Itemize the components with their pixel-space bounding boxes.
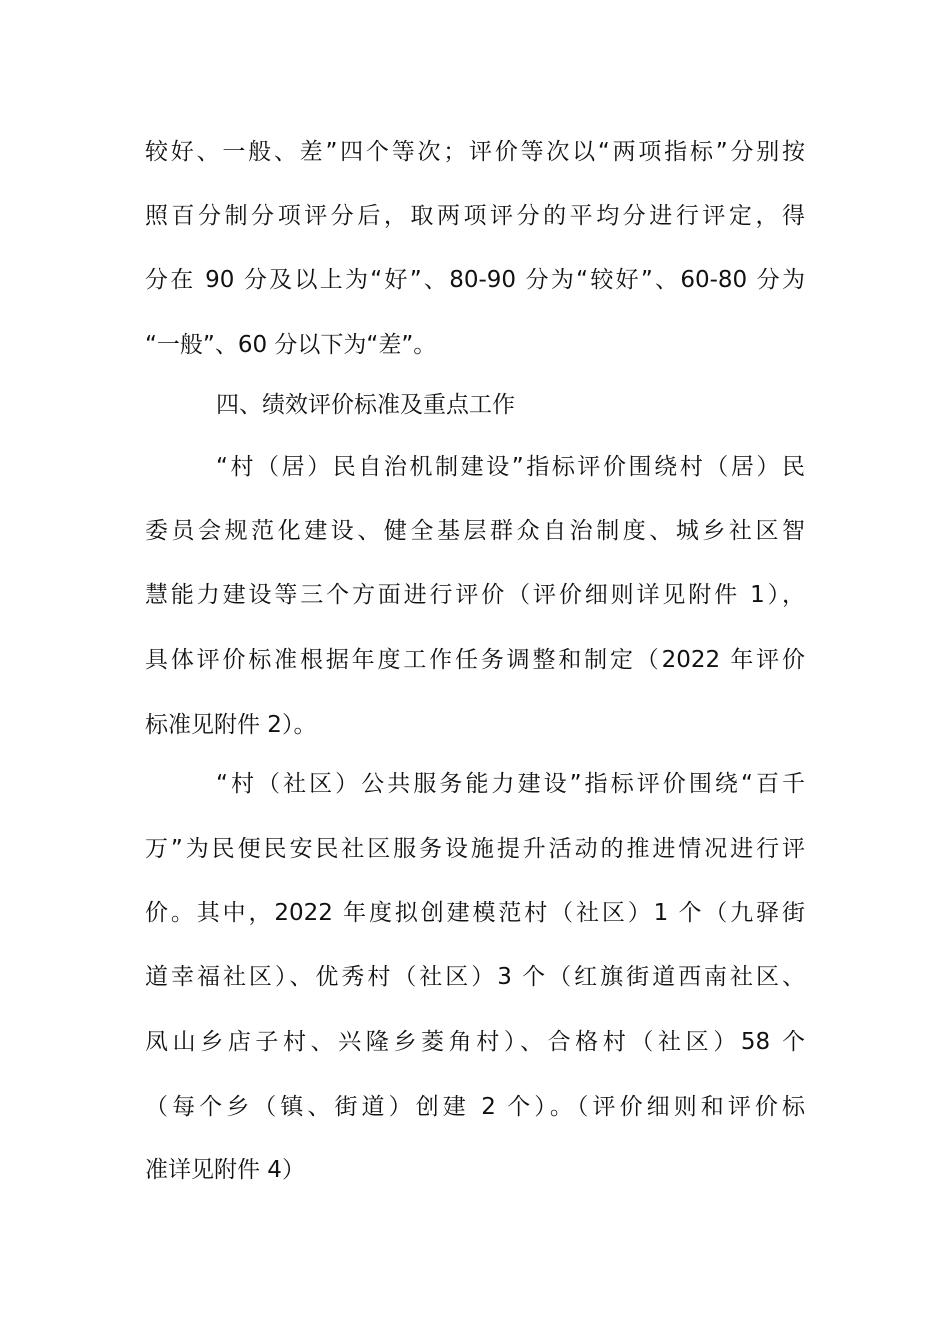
paragraph-line: 准详见附件 4） [145,1157,305,1183]
paragraph-line: 慧能力建设等三个方面进行评价（评价细则详见附件 1）， [145,582,805,608]
paragraph-line: “一般”、60 分以下为“差”。 [145,332,437,358]
paragraph-line: 道幸福社区）、优秀村（社区）3 个（红旗街道西南社区、 [145,964,805,990]
paragraph-line: 凤山乡店子村、兴隆乡菱角村）、合格村（社区）58 个 [145,1029,805,1055]
paragraph-line: “村（居）民自治机制建设”指标评价围绕村（居）民 [216,454,805,480]
paragraph-line: 标准见附件 2）。 [145,712,317,738]
section-heading: 四、绩效评价标准及重点工作 [216,392,515,418]
paragraph-line: （每个乡（镇、街道）创建 2 个）。（评价细则和评价标 [145,1094,805,1120]
paragraph-line: 委员会规范化建设、健全基层群众自治制度、城乡社区智 [145,518,805,544]
paragraph-line: 分在 90 分及以上为“好”、80-90 分为“较好”、60-80 分为 [145,267,805,293]
paragraph-line: 万”为民便民安民社区服务设施提升活动的推进情况进行评 [145,836,805,862]
paragraph-line: “村（社区）公共服务能力建设”指标评价围绕“百千 [216,771,805,797]
paragraph-line: 照百分制分项评分后，取两项评分的平均分进行评定，得 [145,203,805,229]
paragraph-line: 具体评价标准根据年度工作任务调整和制定（2022 年评价 [145,647,805,673]
paragraph-line: 价。其中，2022 年度拟创建模范村（社区）1 个（九驿街 [145,900,805,926]
paragraph-line: 较好、一般、差”四个等次；评价等次以“两项指标”分别按 [145,139,805,165]
